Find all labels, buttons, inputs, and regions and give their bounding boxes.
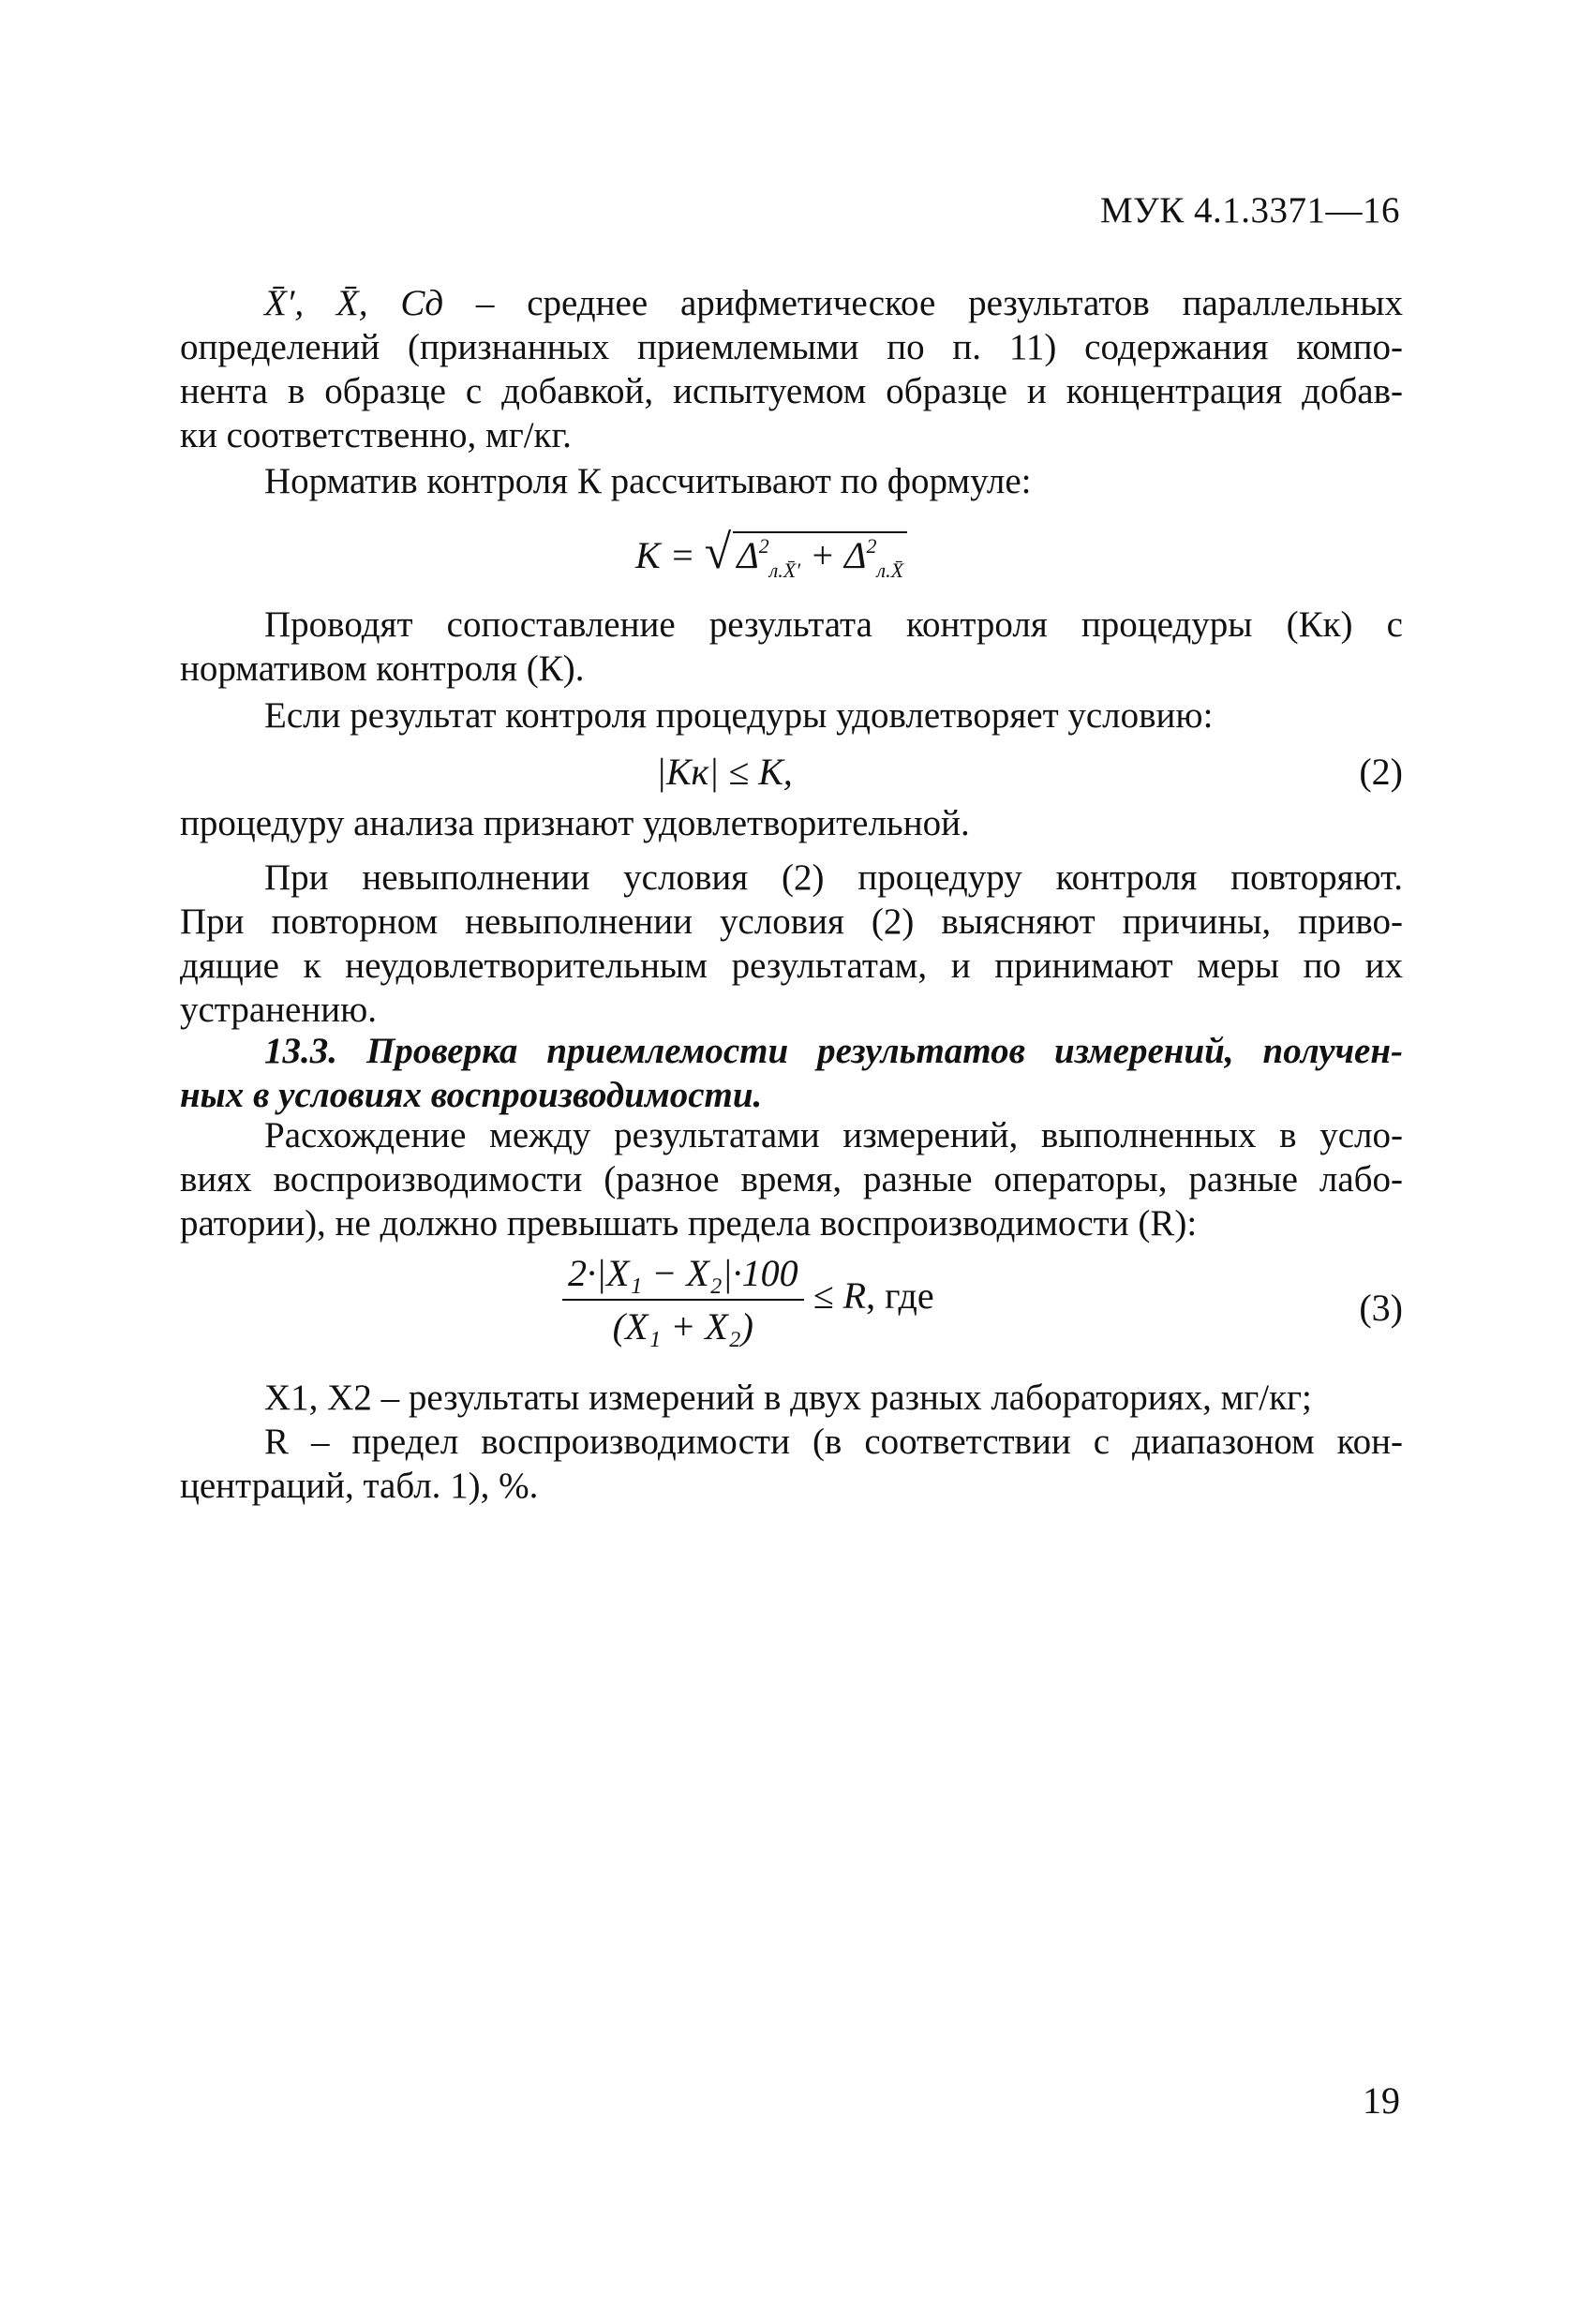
sqrt-body [733, 531, 907, 583]
paragraph-line: X1, X2 – результаты измерений в двух разных лабораториях, мг/кг; [264, 1378, 1312, 1418]
paragraph-x-definition [180, 1376, 1403, 1420]
line-text: – среднее арифметическое результатов параллельных [443, 283, 1403, 323]
paragraph-line: При повторном невыполнении условия (2) выясняют причины, приво- [180, 901, 1403, 942]
equation-number-2: (2) [1359, 751, 1403, 793]
paragraph-normative [180, 459, 1403, 503]
sup-2: 2 [866, 534, 877, 558]
paragraph-line: ратории), не должно превышать предела воспроизводимости (R): [180, 1203, 1198, 1244]
section-heading [180, 1029, 1403, 1117]
sup-1: 2 [758, 534, 769, 558]
paragraph-condition [180, 693, 1403, 737]
paragraph-satisfactory [180, 801, 1403, 845]
formula-condition: |Кк| ≤ К, [656, 751, 793, 793]
paragraph-line: R – предел воспроизводимости (в соответствии с диапазоном кон- [264, 1422, 1403, 1462]
paragraph-line: ки соответственно, мг/кг. [180, 415, 572, 455]
page-number: 19 [1363, 2079, 1400, 2122]
paragraph-line: Проводят сопоставление результата контроля процедуры (Кк) с [264, 604, 1403, 645]
fraction-numerator: 2·|X₁ − X₂|·100 [562, 1251, 804, 1301]
paragraph-line: Расхождение между результатами измерений, выполненных в усло- [264, 1115, 1403, 1155]
paragraph-line: виях воспроизводимости (разное время, разные операторы, разные лабо- [180, 1159, 1403, 1199]
paragraph-line: Норматив контроля К рассчитывают по формуле: [264, 461, 1032, 501]
paragraph-line [180, 281, 1403, 325]
sqrt-sign: √ [704, 526, 732, 579]
paragraph-r-definition [180, 1420, 1403, 1508]
paragraph-line: центраций, табл. 1), %. [180, 1466, 539, 1506]
paragraph-line: процедуру анализа признают удовлетворительной. [180, 803, 970, 843]
fraction [562, 1251, 804, 1348]
paragraph-line: При невыполнении условия (2) процедуру контроля повторяют. [264, 857, 1403, 898]
formula-suffix: , где [866, 1274, 934, 1318]
formula-lhs: K = [635, 534, 695, 576]
delta-2: Δ [844, 534, 867, 576]
paragraph-line: устранению. [180, 990, 377, 1030]
formula-reproducibility [562, 1251, 934, 1348]
formula-rhs: ≤ R [812, 1274, 867, 1318]
paragraph-line: нента в образце с добавкой, испытуемом образце и концентрация добав- [180, 371, 1403, 411]
fraction-denominator: (X₁ + X₂) [612, 1305, 753, 1348]
paragraph-line: нормативом контроля (К). [180, 648, 585, 689]
document-code: МУК 4.1.3371—16 [1099, 190, 1400, 231]
paragraph-line: дящие к неудовлетворительным результатам, и принимают меры по их [180, 946, 1403, 986]
paragraph-comparison [180, 603, 1403, 691]
paragraph-line: определений (признанных приемлемыми по п. 11) содержания компо- [180, 327, 1403, 367]
formula-k [635, 525, 907, 583]
heading-line: 13.3. Проверка приемлемости результатов измерений, получен- [264, 1031, 1403, 1071]
sub-1: л.X̄′ [768, 559, 801, 582]
sub-2: л.X̄ [876, 559, 904, 582]
paragraph-repeat [180, 856, 1403, 1032]
equation-number-3: (3) [1359, 1287, 1403, 1329]
heading-line: ных в условиях воспроизводимости. [180, 1075, 763, 1115]
paragraph-line: Если результат контроля процедуры удовлетворяет условию: [264, 695, 1214, 736]
delta-1: Δ [737, 534, 759, 576]
paragraph-reproducibility [180, 1113, 1403, 1245]
variables-lead: X̄′, X̄, Cд [264, 283, 444, 323]
plus-sign: + [800, 534, 845, 576]
paragraph-variables [180, 281, 1403, 457]
